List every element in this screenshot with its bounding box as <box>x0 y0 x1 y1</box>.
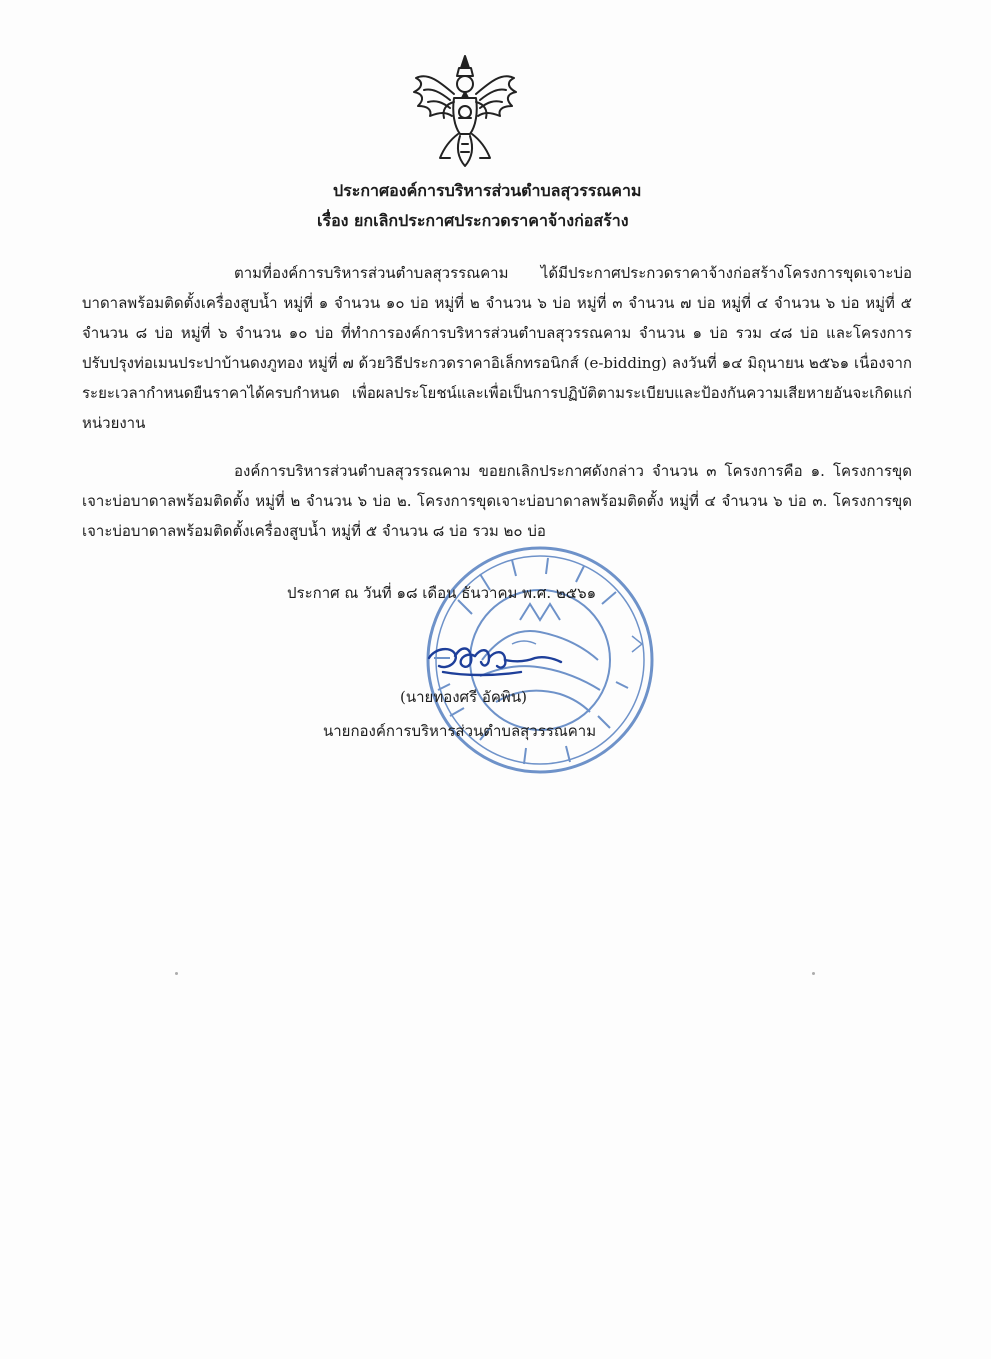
signer-name: (นายทองศรี อัคพิน) <box>400 688 527 706</box>
signer-position: นายกองค์การบริหารส่วนตำบลสุวรรณคาม <box>323 722 597 740</box>
announcement-title: ประกาศองค์การบริหารส่วนตำบลสุวรรณคาม <box>333 181 642 200</box>
scan-speck <box>812 972 815 975</box>
announcement-dateline: ประกาศ ณ วันที่ ๑๘ เดือน ธันวาคม พ.ศ. ๒๕๖๑ <box>287 584 597 602</box>
handwritten-signature <box>425 636 565 682</box>
garuda-emblem-icon <box>410 52 520 170</box>
body-paragraph-2: องค์การบริหารส่วนตำบลสุวรรณคาม ขอยกเลิกประกาศดังกล่าว จำนวน ๓ โครงการคือ ๑. โครงการขุดเจาะบ่อบาดาลพร้อมติดตั้ง หมู่ที่ ๒ จำนวน ๖ บ่อ ๒. โครงการขุดเจาะบ่อบาดาลพร้อมติดตั้ง หมู่ที่ ๔ จำนวน ๖ บ่อ ๓. โครงการขุดเจาะบ่อบาดาลพร้อมติดตั้งเครื่องสูบน้ำ หมู่ที่ ๕ จำนวน ๘ บ่อ รวม ๒๐ บ่อ <box>82 462 912 540</box>
announcement-subject: เรื่อง ยกเลิกประกาศประกวดราคาจ้างก่อสร้าง <box>317 211 629 230</box>
body-paragraph-1: ตามที่องค์การบริหารส่วนตำบลสุวรรณคาม ได้มีประกาศประกวดราคาจ้างก่อสร้างโครงการขุดเจาะบ่อบาดาลพร้อมติดตั้งเครื่องสูบน้ำ หมู่ที่ ๑ จำนวน ๑๐ บ่อ หมู่ที่ ๒ จำนวน ๖ บ่อ หมู่ที่ ๓ จำนวน ๗ บ่อ หมู่ที่ ๔ จำนวน ๖ บ่อ หมู่ที่ ๕ จำนวน ๘ บ่อ หมู่ที่ ๖ จำนวน ๑๐ บ่อ ที่ทำการองค์การบริหารส่วนตำบลสุวรรณคาม จำนวน ๑ บ่อ รวม ๔๘ บ่อ และโครงการปรับปรุงท่อเมนประปาบ้านดงภูทอง หมู่ที่ ๗ ด้วยวิธีประกวดราคาอิเล็กทรอนิกส์ (e-bidding) ลงวันที่ ๑๔ มิถุนายน ๒๕๖๑ เนื่องจาก ระยะเวลากำหนดยืนราคาได้ครบกำหนด เพื่อผลประโยชน์และเพื่อเป็นการปฏิบัติตามระเบียบและป้องกันความเสียหายอันจะเกิดแก่หน่วยงาน <box>82 264 912 432</box>
scan-speck <box>175 972 178 975</box>
